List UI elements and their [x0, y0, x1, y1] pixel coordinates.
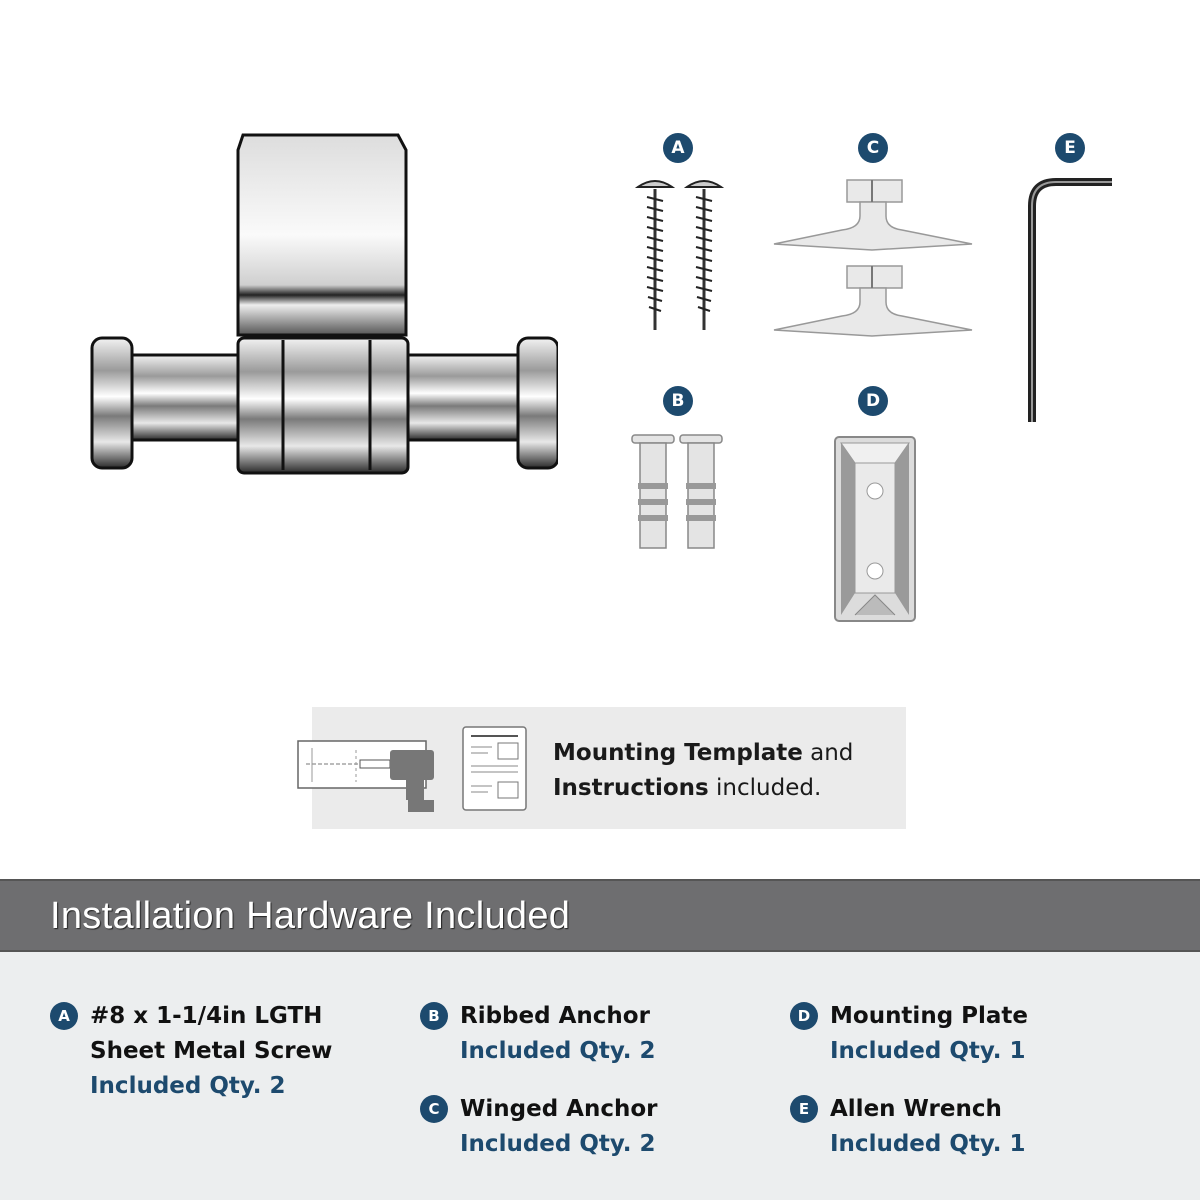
ribbed-anchor-icon: [630, 433, 730, 553]
item-qty: Included Qty. 1: [830, 1131, 1026, 1157]
winged-anchor-icon: [772, 178, 974, 338]
item-name: #8 x 1-1/4in LGTH: [90, 1003, 323, 1029]
badge-e-icon: E: [1055, 133, 1085, 163]
instructions-included: included.: [708, 775, 822, 801]
template-bold: Mounting Template: [553, 740, 803, 766]
badge-a-icon: A: [50, 1002, 78, 1030]
item-name: Winged Anchor: [460, 1096, 658, 1122]
badge-b-icon: B: [420, 1002, 448, 1030]
badge-c-icon: C: [858, 133, 888, 163]
badge-c-icon: C: [420, 1095, 448, 1123]
template-and: and: [802, 740, 854, 766]
mounting-plate-icon: [833, 435, 917, 623]
badge-d-icon: D: [790, 1002, 818, 1030]
robe-hook-illustration: [88, 130, 558, 480]
instructions-bold: Instructions: [553, 775, 709, 801]
banner-title: Installation Hardware Included: [50, 895, 571, 937]
template-callout-text: [553, 736, 853, 806]
badge-d-icon: D: [858, 386, 888, 416]
badge-a-icon: A: [663, 133, 693, 163]
badge-b-icon: B: [663, 386, 693, 416]
hardware-list: [0, 952, 1200, 1200]
drill-template-icon: [296, 738, 448, 814]
badge-e-icon: E: [790, 1095, 818, 1123]
item-qty: Included Qty. 1: [830, 1038, 1026, 1064]
allen-wrench-icon: [1024, 176, 1116, 426]
item-name: Allen Wrench: [830, 1096, 1002, 1122]
item-name: Ribbed Anchor: [460, 1003, 650, 1029]
item-name: Mounting Plate: [830, 1003, 1029, 1029]
item-qty: Included Qty. 2: [460, 1038, 656, 1064]
section-banner: [0, 879, 1200, 952]
instructions-document-icon: [462, 726, 528, 812]
item-qty: Included Qty. 2: [90, 1073, 286, 1099]
screw-icon: [630, 175, 730, 340]
item-name-line2: Sheet Metal Screw: [90, 1038, 333, 1064]
item-qty: Included Qty. 2: [460, 1131, 656, 1157]
